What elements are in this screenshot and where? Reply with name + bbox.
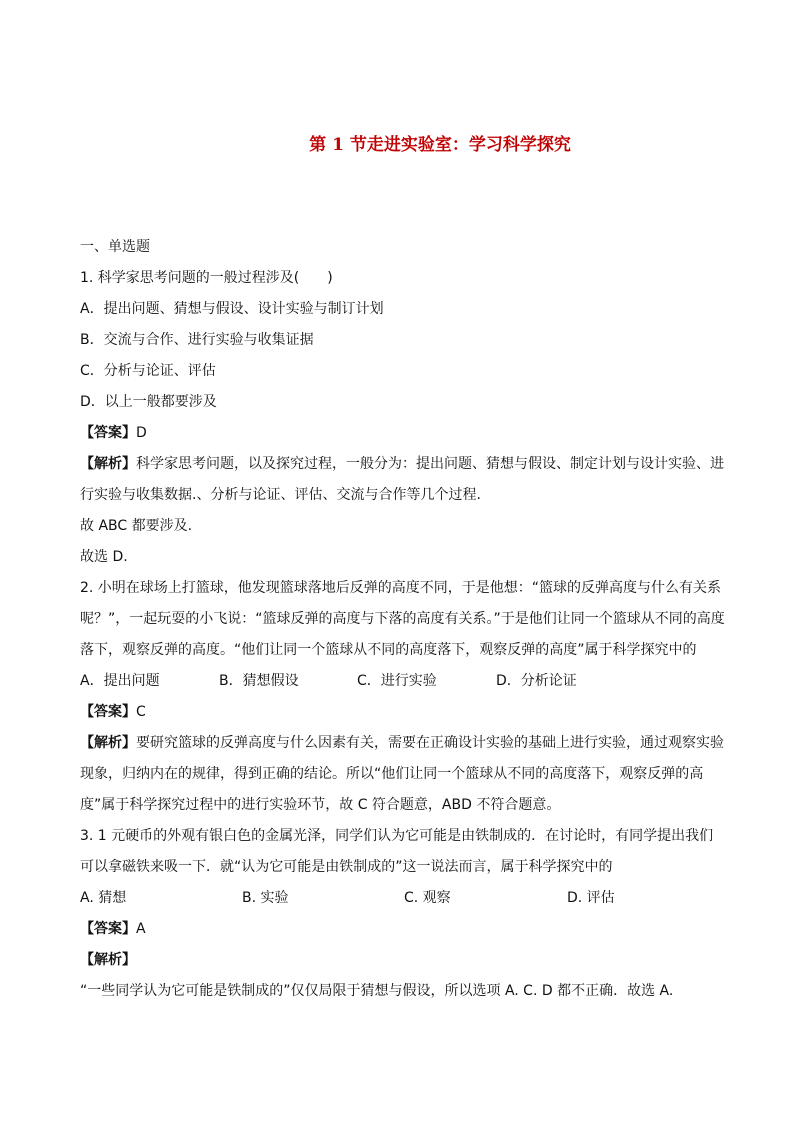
analysis-tag: 【解析】	[80, 735, 136, 751]
question-3-option-b: B. 实验	[242, 890, 289, 906]
question-2-option-c: C．进行实验	[357, 673, 437, 689]
question-3-options	[80, 883, 726, 914]
question-1-extra-2: 故选 D.	[80, 549, 128, 565]
answer-value: C	[136, 704, 146, 720]
question-2-answer	[80, 697, 726, 728]
question-3-analysis: “一些同学认为它可能是铁制成的”仅仅局限于猜想与假设，所以选项 A. C. D 都不正确．故选 A.	[80, 983, 674, 999]
section-heading: 一、单选题	[80, 239, 150, 255]
question-3-answer	[80, 914, 726, 945]
question-2-option-d: D．分析论证	[496, 673, 577, 689]
question-1-option-a: A．提出问题、猜想与假设、设计实验与制订计划	[80, 301, 384, 317]
question-1-option-b: B．交流与合作、进行实验与收集证据	[80, 332, 314, 348]
question-2-options	[80, 666, 726, 697]
question-1-option-c: C．分析与论证、评估	[80, 363, 216, 379]
analysis-tag: 【解析】	[80, 952, 136, 968]
answer-tag: 【答案】	[80, 425, 136, 441]
question-3-option-a: A. 猜想	[80, 890, 127, 906]
question-3-analysis-label	[80, 945, 726, 976]
document-title: 第 1 节走进实验室：学习科学探究	[309, 135, 571, 155]
answer-value: A	[136, 921, 146, 937]
analysis-tag: 【解析】	[80, 456, 136, 472]
analysis-text: 科学家思考问题，以及探究过程，一般分为：提出问题、猜想与假设、制定计划与设计实验、进行实验与收集数据.、分析与论证、评估、交流与合作等几个过程.	[80, 456, 724, 503]
answer-tag: 【答案】	[80, 921, 136, 937]
question-2-analysis	[80, 728, 726, 821]
question-3-option-c: C. 观察	[404, 890, 451, 906]
question-2-option-b: B．猜想假设	[219, 673, 299, 689]
question-1-extra-1: 故 ABC 都要涉及.	[80, 518, 193, 534]
question-1-analysis	[80, 449, 726, 511]
analysis-text: 要研究篮球的反弹高度与什么因素有关，需要在正确设计实验的基础上进行实验，通过观察实验现象，归纳内在的规律，得到正确的结论。所以“他们让同一个篮球从不同的高度落下，观察反弹的高度”属于科学探究过程中的进行实验环节，故 C 符合题意，ABD 不符合题意。	[80, 735, 724, 813]
document-body	[80, 232, 726, 1007]
answer-value: D	[136, 425, 147, 441]
question-1-answer	[80, 418, 726, 449]
question-2-option-a: A．提出问题	[80, 673, 160, 689]
question-3-option-d: D. 评估	[567, 890, 615, 906]
question-1-stem: 1. 科学家思考问题的一般过程涉及( )	[80, 270, 333, 286]
answer-tag: 【答案】	[80, 704, 136, 720]
question-2-stem: 2. 小明在球场上打篮球，他发现篮球落地后反弹的高度不同，于是他想：“篮球的反弹高度与什么有关系呢？”，一起玩耍的小飞说：“篮球反弹的高度与下落的高度有关系。”于是他们让同一个篮球从不同的高度落下，观察反弹的高度。“他们让同一个篮球从不同的高度落下，观察反弹的高度”属于科学探究中的	[80, 580, 725, 658]
question-3-stem: 3. 1 元硬币的外观有银白色的金属光泽，同学们认为它可能是由铁制成的．在讨论时，有同学提出我们可以拿磁铁来吸一下．就“认为它可能是由铁制成的”这一说法而言，属于科学探究中的	[80, 828, 714, 875]
question-1-option-d: D．以上一般都要涉及	[80, 394, 217, 410]
